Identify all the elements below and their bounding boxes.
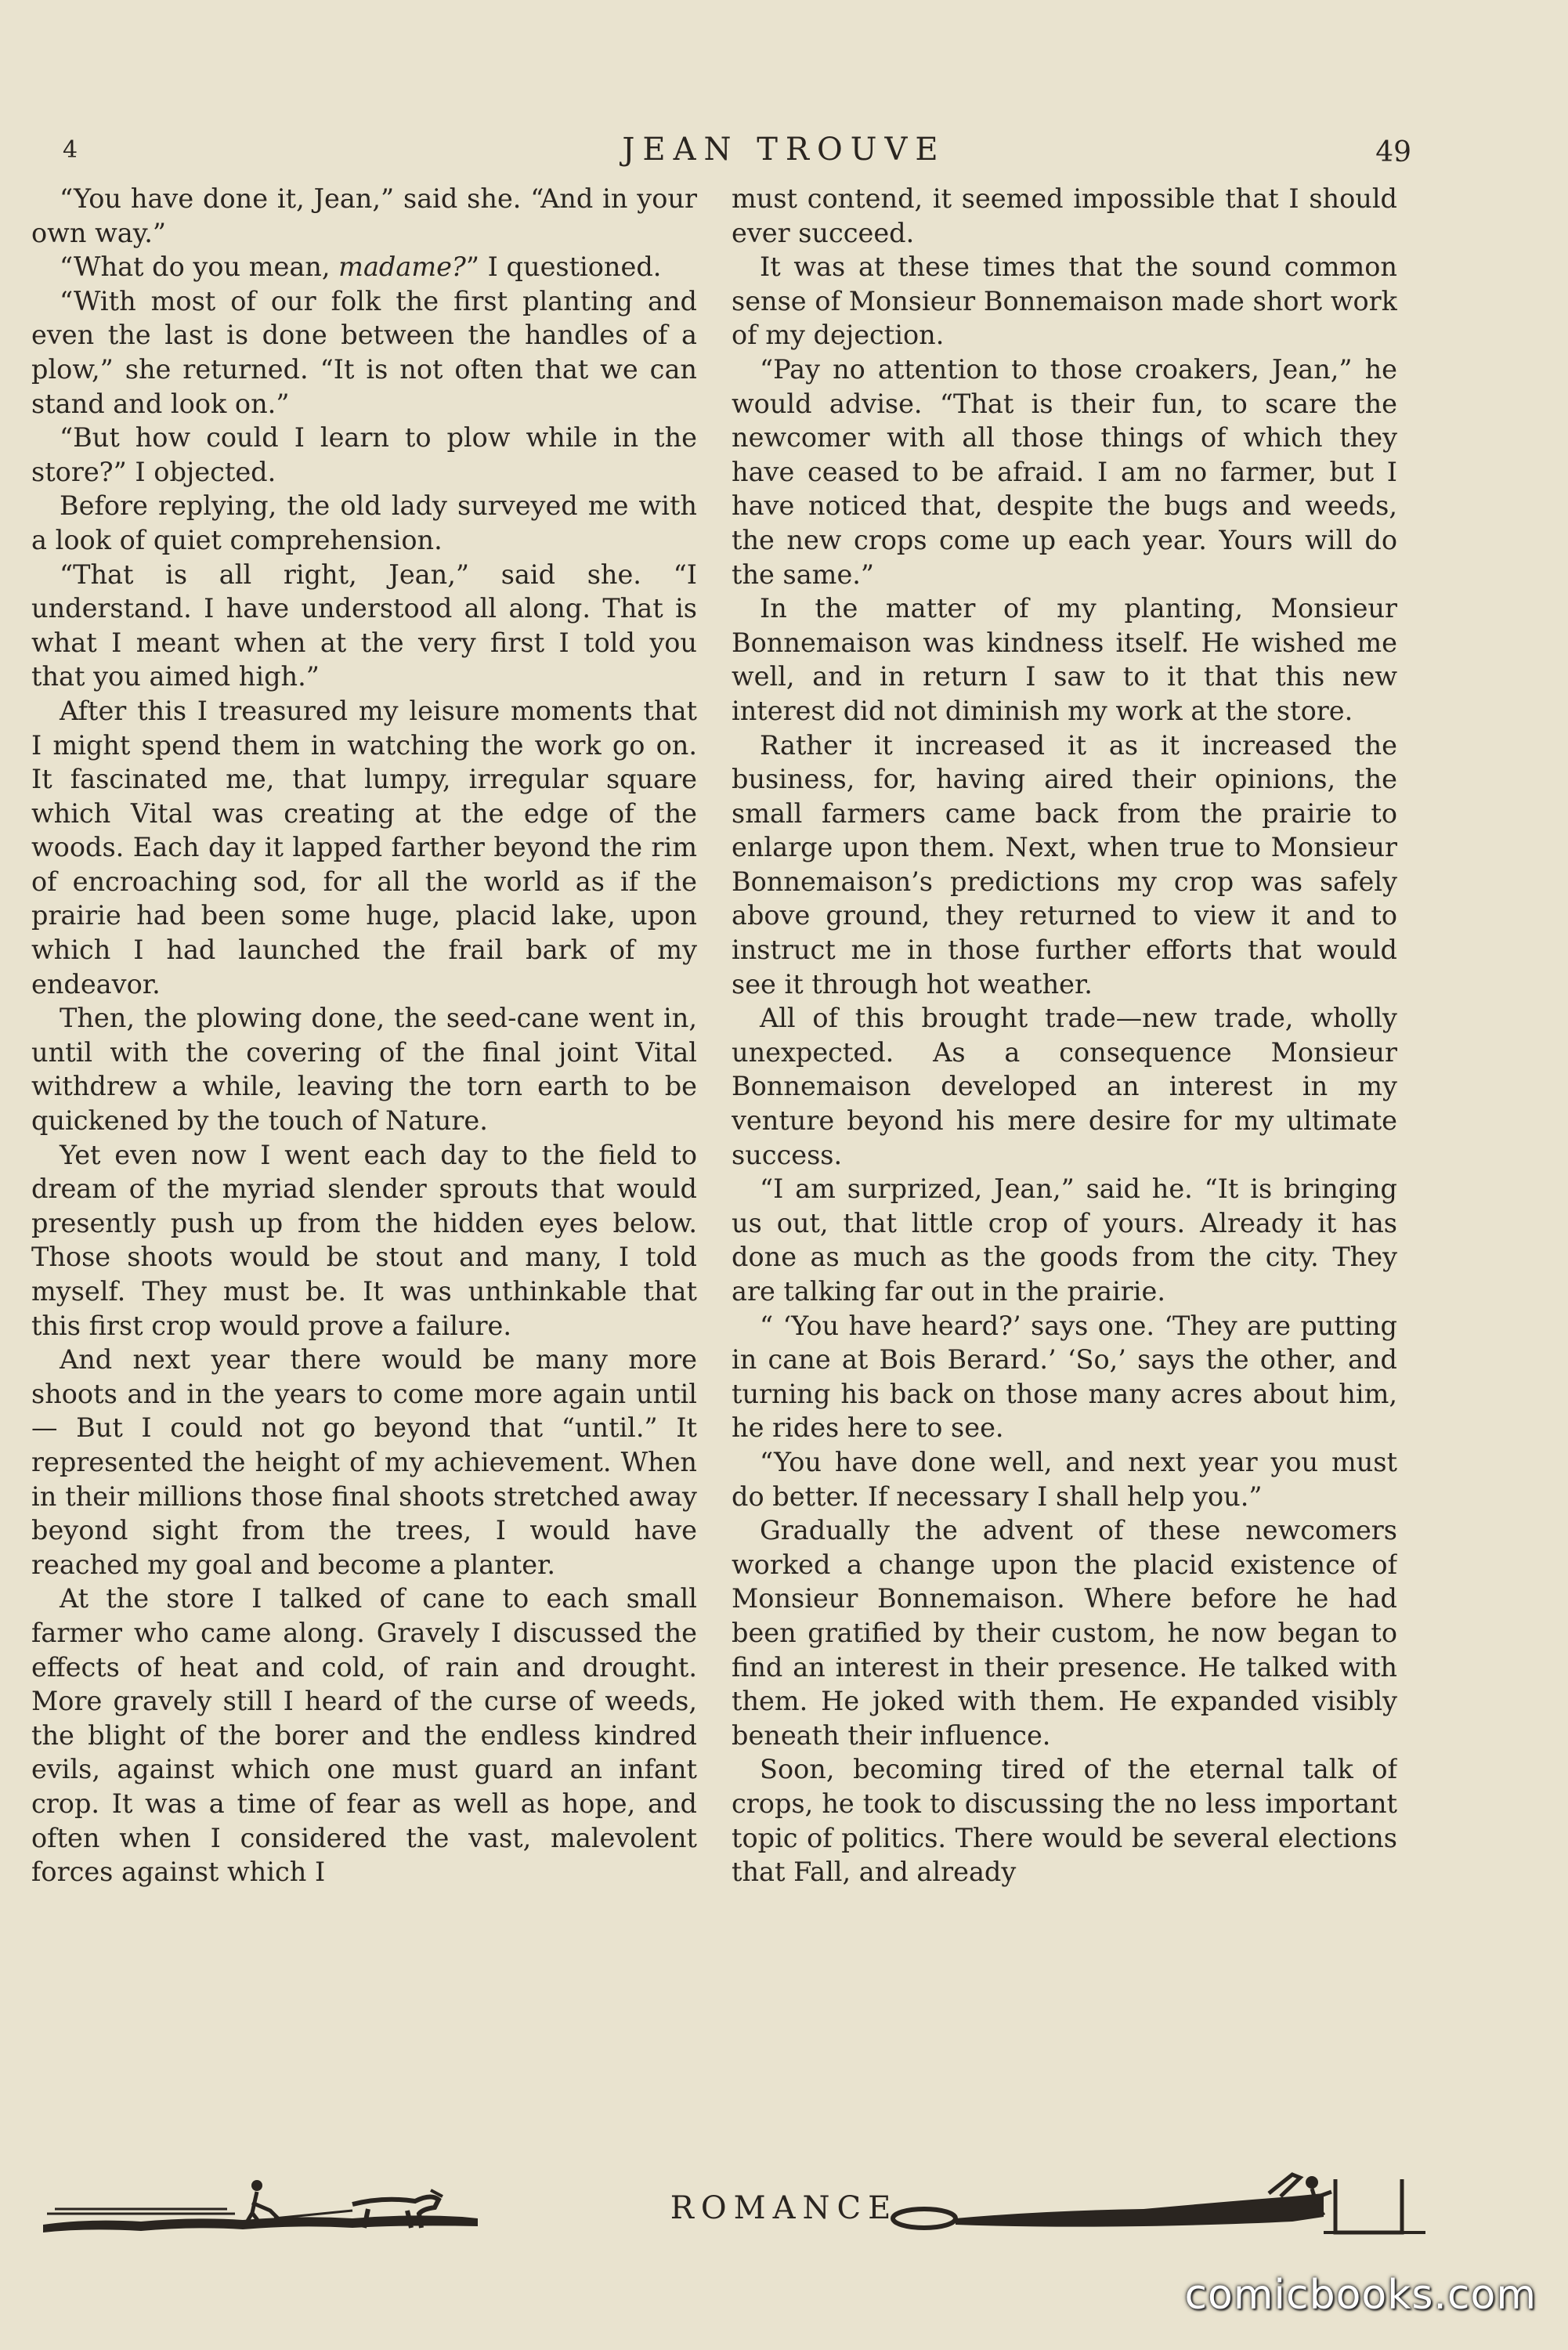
right-column: [732, 182, 1397, 2140]
left-column: [31, 182, 697, 2140]
paragraph: “You have done well, and next year you must do better. If necessary I shall help you.”: [732, 1446, 1397, 1512]
page-footer: [0, 2162, 1568, 2256]
paragraph: And next year there would be many more shoots and in the years to come more again until— But I could not go beyond that “until.” It represented the height of my achievement. When in their millions those final shoots stretched away beyond sight from the trees, I would have reached my goal and become a planter.: [31, 1344, 697, 1580]
paragraph: At the store I talked of cane to each small farmer who came along. Gravely I discussed the effects of heat and cold, of rain and drought. More gravely still I heard of the curse of weeds, the blight of the borer and the endless kindred evils, against which one must guard an infant crop. It was a time of fear as well as hope, and often when I considered the vast, malevolent forces against which I: [31, 1583, 697, 1888]
paragraph: “ ‘You have heard?’ says one. ‘They are putting in cane at Bois Berard.’ ‘So,’ says the other, and turning his back on those many acres about him, he rides here to see.: [732, 1310, 1397, 1444]
paragraph: Yet even now I went each day to the field to dream of the myriad slender sprouts that would presently push up from the hidden eyes below. Those shoots would be stout and many, I told myself. They must be. It was unthinkable that this first crop would prove a failure.: [31, 1139, 697, 1341]
watermark: comicbooks.com: [1184, 2272, 1537, 2319]
paragraph: “That is all right, Jean,” said she. “I understand. I have understood all along. That is what I meant when at the very first I told you that you aimed high.”: [31, 559, 697, 692]
magazine-title: ROMANCE: [670, 2190, 898, 2226]
page-mark: 4: [63, 136, 78, 164]
paragraph: “Pay no attention to those croakers, Jean,” he would advise. “That is their fun, to scare the newcomer with all those things of which they have ceased to be afraid. I am no farmer, but I have noticed that, despite the bugs and weeds, the new crops come up each year. Yours will do the same.”: [732, 353, 1397, 590]
paragraph: “What do you mean, madame?” I questioned.: [60, 251, 662, 283]
page-header: [0, 132, 1568, 179]
paragraph: In the matter of my planting, Monsieur Bonnemaison was kindness itself. He wished me well, and in return I saw to it that this new interest did not diminish my work at the store.: [732, 593, 1397, 726]
paragraph: Rather it increased it as it increased the business, for, having aired their opinions, the small farmers came back from the prairie to enlarge upon them. Next, when true to Monsieur Bonnemaison’s predictions my crop was safely above ground, they returned to view it and to instruct me in those further efforts that would see it through hot weather.: [732, 729, 1397, 1000]
paragraph: Soon, becoming tired of the eternal talk of crops, he took to discussing the no less important topic of politics. There would be several elections that Fall, and already: [732, 1754, 1397, 1888]
paragraph: “I am surprized, Jean,” said he. “It is bringing us out, that little crop of yours. Already it has done as much as the goods from the city. They are talking far out in the prairie.: [732, 1173, 1397, 1307]
paragraph: Before replying, the old lady surveyed me with a look of quiet comprehension.: [31, 490, 697, 555]
paragraph: Then, the plowing done, the seed-cane went in, until with the covering of the final joint Vital withdrew a while, leaving the torn earth to be quickened by the touch of Nature.: [31, 1003, 697, 1137]
paragraph: After this I treasured my leisure moments that I might spend them in watching the work go on. It fascinated me, that lumpy, irregular square which Vital was creating at the edge of the woods. Each day it lapped farther beyond the rim of encroaching sod, for all the world as if the prairie had been some huge, placid lake, upon which I had launched the frail bark of my endeavor.: [31, 695, 697, 1000]
running-title: JEAN TROUVE: [622, 132, 946, 168]
paragraph: “But how could I learn to plow while in the store?” I objected.: [31, 422, 697, 487]
paragraph: must contend, it seemed impossible that I should ever succeed.: [732, 183, 1397, 248]
paragraph: Gradually the advent of these newcomers worked a change upon the placid existence of Monsieur Bonnemaison. Where before he had been gratified by their custom, he now began to find an interest in their presence. He talked with them. He joked with them. He expanded visibly beneath their influence.: [732, 1515, 1397, 1751]
paragraph: “You have done it, Jean,” said she. “And in your own way.”: [31, 183, 697, 248]
resting-farmer-illustration: [885, 2170, 1433, 2248]
paragraph: “With most of our folk the first planting and even the last is done between the handles of a plow,” she returned. “It is not often that we can stand and look on.”: [31, 285, 697, 419]
paragraph: All of this brought trade—new trade, wholly unexpected. As a consequence Monsieur Bonnemaison developed an interest in my venture beyond his mere desire for my ultimate success.: [732, 1003, 1397, 1170]
paragraph: It was at these times that the sound common sense of Monsieur Bonnemaison made short work of my dejection.: [732, 251, 1397, 351]
page-number: 49: [1375, 136, 1411, 168]
